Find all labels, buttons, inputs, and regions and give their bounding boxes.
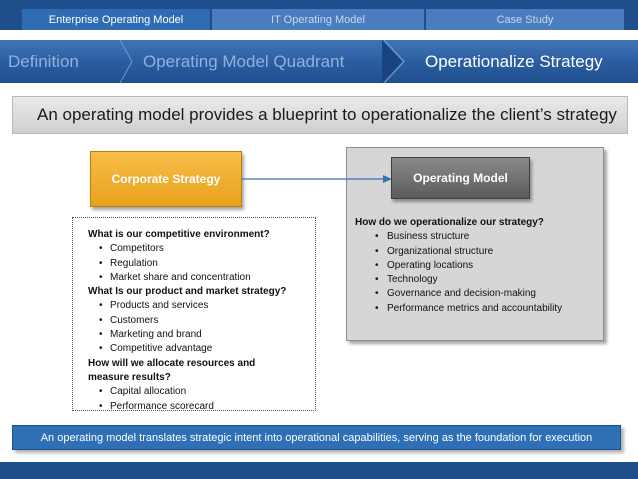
question-allocate-resources-cont: measure results? xyxy=(88,371,171,383)
list-item: • Performance metrics and accountability xyxy=(355,302,595,316)
list-item: • Operating locations xyxy=(355,259,595,273)
list-item: • Performance scorecard xyxy=(88,400,315,414)
nav-divider-icon xyxy=(382,40,406,83)
top-tab-bar xyxy=(0,0,638,30)
nav-divider-icon xyxy=(118,40,136,83)
corporate-strategy-box xyxy=(90,151,242,207)
arrow-right-icon xyxy=(242,172,398,186)
list-item: • Organizational structure xyxy=(355,245,595,259)
operating-model-box xyxy=(391,157,530,199)
nav-item-operating-model-quadrant[interactable]: Operating Model Quadrant xyxy=(143,51,345,71)
list-item: • Products and services xyxy=(88,299,315,313)
list-item: • Technology xyxy=(355,273,595,287)
headline-text: An operating model provides a blueprint to operationalize the client’s strategy xyxy=(37,105,617,124)
list-item: • Governance and decision-making xyxy=(355,287,595,301)
tab-case-study[interactable]: Case Study xyxy=(426,9,624,30)
tab-it-operating-model[interactable]: IT Operating Model xyxy=(212,9,424,30)
nav-item-definition[interactable]: Definition xyxy=(8,51,79,71)
headline-banner xyxy=(12,96,628,134)
bottom-strip xyxy=(0,462,638,479)
question-operationalize-strategy: How do we operationalize our strategy? xyxy=(355,217,544,228)
list-item: • Customers xyxy=(88,314,315,328)
list-item: • Competitive advantage xyxy=(88,342,315,356)
footer-callout xyxy=(12,425,621,450)
footer-text: An operating model translates strategic intent into operational capabilities, serving as the foundation for execution xyxy=(40,431,593,444)
list-item: • Regulation xyxy=(88,257,315,271)
section-nav xyxy=(0,40,638,83)
list-item: • Business structure xyxy=(355,230,595,244)
strategy-questions-list xyxy=(72,217,316,411)
operating-model-questions-list xyxy=(355,216,595,316)
nav-item-operationalize-strategy[interactable]: Operationalize Strategy xyxy=(425,51,603,71)
list-item: • Competitors xyxy=(88,242,315,256)
corporate-strategy-label: Corporate Strategy xyxy=(111,172,221,186)
question-allocate-resources: How will we allocate resources and xyxy=(88,357,256,369)
list-item: • Market share and concentration xyxy=(88,271,315,285)
list-item: • Capital allocation xyxy=(88,385,315,399)
question-product-market-strategy: What Is our product and market strategy? xyxy=(88,286,287,298)
operating-model-label: Operating Model xyxy=(413,171,508,185)
list-item: • Marketing and brand xyxy=(88,328,315,342)
tab-enterprise-operating-model[interactable]: Enterprise Operating Model xyxy=(22,9,210,30)
question-competitive-environment: What is our competitive environment? xyxy=(88,229,270,240)
